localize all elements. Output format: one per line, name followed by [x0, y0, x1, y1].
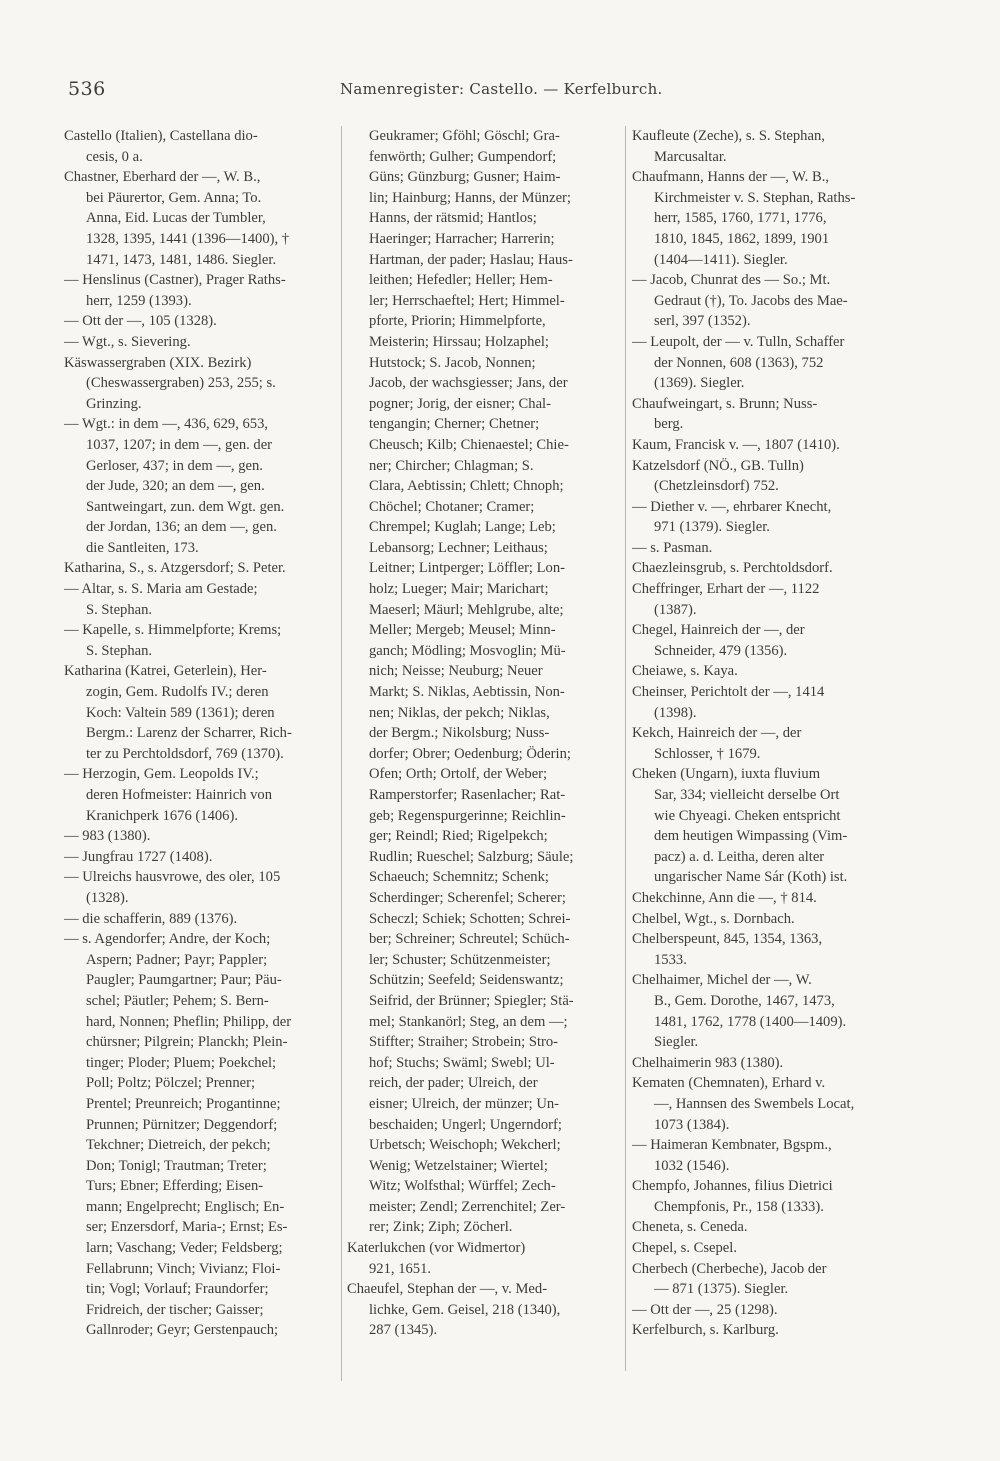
index-line: Kematen (Chemnaten), Erhard v.: [632, 1075, 826, 1092]
index-line: tengangin; Cherner; Chetner;: [369, 416, 540, 433]
index-line: Schaeuch; Schemnitz; Schenk;: [369, 869, 549, 886]
column-rule-2: [625, 126, 626, 1371]
index-line: (1369). Siegler.: [654, 375, 745, 392]
index-line: cesis, 0 a.: [86, 148, 143, 165]
index-line: Ramperstorfer; Rasenlacher; Rat-: [369, 787, 566, 803]
index-line: Chelhaimerin 983 (1380).: [632, 1054, 784, 1071]
index-line: Prunnen; Pürnitzer; Deggendorf;: [86, 1116, 278, 1133]
running-head: Namenregister: Castello. — Kerfelburch.: [340, 80, 663, 98]
index-line: Schneider, 479 (1356).: [654, 642, 788, 659]
index-line: Gallnroder; Geyr; Gerstenpauch;: [86, 1322, 279, 1339]
index-line: Leitner; Lintperger; Löffler; Lon-: [369, 560, 565, 577]
index-line: Hanns, der rätsmid; Hantlos;: [369, 210, 537, 227]
index-line: ner; Chircher; Chlagman; S.: [369, 457, 534, 474]
index-line: Cheffringer, Erhart der —, 1122: [632, 581, 820, 598]
index-line: 1533.: [654, 951, 687, 968]
index-line: Chelhaimer, Michel der —, W.: [632, 972, 812, 989]
index-line: 921, 1651.: [369, 1260, 432, 1277]
index-line: Chempfonis, Pr., 158 (1333).: [654, 1198, 824, 1215]
index-line: Rudlin; Rueschel; Salzburg; Säule;: [369, 848, 574, 865]
index-line: Lebansorg; Lechner; Leithaus;: [369, 539, 548, 556]
index-line: ter zu Perchtoldsdorf, 769 (1370).: [86, 745, 284, 762]
index-line: ler; Schuster; Schützenmeister;: [369, 951, 551, 968]
index-line: Scheczl; Schiek; Schotten; Schrei-: [369, 910, 571, 927]
index-line: — Ulreichs hausvrowe, des oler, 105: [64, 869, 281, 886]
index-line: bei Päurertor, Gem. Anna; To.: [86, 189, 262, 206]
index-line: Chaufweingart, s. Brunn; Nuss-: [632, 395, 818, 412]
index-line: Chaeufel, Stephan der —, v. Med-: [347, 1281, 548, 1298]
index-line: lichke, Gem. Geisel, 218 (1340),: [369, 1301, 561, 1318]
index-line: ungarischer Name Sár (Koth) ist.: [654, 869, 848, 886]
index-line: — Wgt.: in dem —, 436, 629, 653,: [64, 416, 269, 433]
index-line: Hartman, der pader; Haslau; Haus-: [369, 251, 573, 268]
index-column-1: [64, 126, 334, 1341]
index-line: ler; Herrschaeftel; Hert; Himmel-: [369, 292, 565, 309]
index-line: (1328).: [86, 889, 129, 906]
index-line: —, Hannsen des Swembels Locat,: [654, 1095, 855, 1112]
index-line: 971 (1379). Siegler.: [654, 519, 770, 536]
index-line: Geukramer; Gföhl; Göschl; Gra-: [369, 128, 560, 144]
index-line: herr, 1259 (1393).: [86, 292, 192, 309]
index-line: Kaum, Francisk v. —, 1807 (1410).: [632, 436, 840, 453]
index-line: Meller; Mergeb; Meusel; Minn-: [369, 622, 556, 639]
index-line: Poll; Poltz; Pölczel; Prenner;: [86, 1075, 256, 1092]
index-line: Chelbel, Wgt., s. Dornbach.: [632, 910, 795, 927]
index-line: — Haimeran Kembnater, Bgspm.,: [632, 1137, 832, 1154]
index-line: (1387).: [654, 601, 697, 618]
index-line: Chaufmann, Hanns der —, W. B.,: [632, 169, 829, 186]
index-line: reich, der pader; Ulreich, der: [369, 1075, 538, 1092]
index-line: Käswassergraben (XIX. Bezirk): [64, 354, 252, 371]
index-line: Katharina (Katrei, Geterlein), Her-: [64, 663, 267, 680]
index-line: Kekch, Hainreich der —, der: [632, 725, 802, 742]
index-line: Cheusch; Kilb; Chienaestel; Chie-: [369, 436, 569, 453]
index-line: Kranichperk 1676 (1406).: [86, 807, 238, 824]
index-line: 287 (1345).: [369, 1322, 438, 1339]
index-line: hard, Nonnen; Pheflin; Philipp, der: [86, 1013, 292, 1030]
index-line: wie Chyeagi. Cheken entspricht: [654, 807, 841, 824]
index-line: dem heutigen Wimpassing (Vim-: [654, 828, 848, 845]
index-line: Maeserl; Mäurl; Mehlgrube, alte;: [369, 601, 564, 618]
index-line: — s. Agendorfer; Andre, der Koch;: [64, 931, 271, 948]
index-line: meister; Zendl; Zerrenchitel; Zer-: [369, 1198, 566, 1215]
index-line: Haeringer; Harracher; Harrerin;: [369, 230, 555, 247]
index-line: 1073 (1384).: [654, 1116, 730, 1133]
index-line: Jacob, der wachsgiesser; Jans, der: [369, 375, 568, 392]
index-line: S. Stephan.: [86, 642, 153, 659]
index-line: Witz; Wolfsthal; Würffel; Zech-: [369, 1178, 556, 1195]
index-line: Chelberspeunt, 845, 1354, 1363,: [632, 931, 823, 948]
index-line: Paugler; Paumgartner; Paur; Päu-: [86, 972, 282, 989]
index-line: Kerfelburch, s. Karlburg.: [632, 1322, 779, 1339]
index-line: der Nonnen, 608 (1363), 752: [654, 354, 824, 371]
index-line: 1328, 1395, 1441 (1396—1400), †: [86, 230, 290, 247]
index-line: holz; Lueger; Mair; Marichart;: [369, 581, 549, 598]
index-line: Ofen; Orth; Ortolf, der Weber;: [369, 766, 548, 783]
index-line: tin; Vogl; Vorlauf; Fraundorfer;: [86, 1281, 269, 1298]
index-line: eisner; Ulreich, der münzer; Un-: [369, 1095, 560, 1112]
index-line: Chaezleinsgrub, s. Perchtoldsdorf.: [632, 560, 833, 577]
index-line: S. Stephan.: [86, 601, 153, 618]
index-line: Wenig; Wetzelstainer; Wiertel;: [369, 1157, 548, 1174]
index-line: nen; Niklas, der pekch; Niklas,: [369, 704, 550, 721]
index-line: — Henslinus (Castner), Prager Raths-: [64, 272, 286, 289]
index-line: Castello (Italien), Castellana dio-: [64, 128, 258, 144]
page-header: [68, 78, 938, 102]
index-line: Chepel, s. Csepel.: [632, 1240, 737, 1257]
index-line: der Bergm.; Nikolsburg; Nuss-: [369, 725, 550, 742]
index-line: Cheneta, s. Ceneda.: [632, 1219, 748, 1236]
index-line: berg.: [654, 416, 684, 433]
index-line: pforte, Priorin; Himmelpforte,: [369, 313, 546, 330]
index-line: Gedraut (†), To. Jacobs des Mae-: [654, 292, 848, 309]
index-line: Cheinser, Perichtolt der —, 1414: [632, 684, 825, 701]
index-line: Chempfo, Johannes, filius Dietrici: [632, 1178, 833, 1195]
index-line: Anna, Eid. Lucas der Tumbler,: [86, 210, 266, 227]
index-line: tinger; Ploder; Pluem; Poekchel;: [86, 1054, 277, 1071]
index-line: 1037, 1207; in dem —, gen. der: [86, 436, 273, 453]
index-line: Katerlukchen (vor Widmertor): [347, 1240, 526, 1257]
index-line: pogner; Jorig, der eisner; Chal-: [369, 395, 551, 412]
index-line: 1481, 1762, 1778 (1400—1409).: [654, 1013, 847, 1030]
index-line: 1032 (1546).: [654, 1157, 730, 1174]
index-line: ber; Schreiner; Schreutel; Schüch-: [369, 931, 570, 948]
index-line: Meisterin; Hirssau; Holzaphel;: [369, 333, 549, 350]
index-line: ganch; Mödling; Mosvoglin; Mü-: [369, 642, 566, 659]
index-line: die Santleiten, 173.: [86, 539, 199, 556]
index-line: — Altar, s. S. Maria am Gestade;: [64, 581, 258, 598]
index-line: Aspern; Padner; Payr; Pappler;: [86, 951, 268, 968]
index-line: Grinzing.: [86, 395, 142, 412]
index-line: — 983 (1380).: [64, 828, 151, 845]
index-line: Seifrid, der Brünner; Spiegler; Stä-: [369, 992, 574, 1009]
index-line: Katharina, S., s. Atzgersdorf; S. Peter.: [64, 560, 286, 577]
index-line: Cheiawe, s. Kaya.: [632, 663, 738, 680]
index-line: Chegel, Hainreich der —, der: [632, 622, 805, 639]
index-line: nich; Neisse; Neuburg; Neuer: [369, 663, 543, 680]
index-line: Turs; Ebner; Efferding; Eisen-: [86, 1178, 264, 1195]
index-line: 1810, 1845, 1862, 1899, 1901: [654, 230, 830, 247]
index-line: Chrempel; Kuglah; Lange; Leb;: [369, 519, 556, 536]
index-line: der Jude, 320; an dem —, gen.: [86, 478, 265, 495]
index-line: Kirchmeister v. S. Stephan, Raths-: [654, 189, 856, 206]
index-line: Bergm.: Larenz der Scharrer, Rich-: [86, 725, 292, 742]
index-line: larn; Vaschang; Veder; Feldsberg;: [86, 1240, 283, 1257]
index-line: — Diether v. —, ehrbarer Knecht,: [632, 498, 832, 515]
index-line: Hutstock; S. Jacob, Nonnen;: [369, 354, 536, 371]
index-line: Prentel; Preunreich; Progantinne;: [86, 1095, 281, 1112]
index-line: (Cheswassergraben) 253, 255; s.: [86, 375, 276, 392]
index-line: — Wgt., s. Sievering.: [64, 333, 191, 350]
index-line: 1471, 1473, 1481, 1486. Siegler.: [86, 251, 277, 268]
index-line: — 871 (1375). Siegler.: [654, 1281, 789, 1298]
index-line: Tekchner; Dietreich, der pekch;: [86, 1137, 271, 1154]
index-line: Chekchinne, Ann die —, † 814.: [632, 889, 817, 906]
index-line: Schützin; Seefeld; Seidenswantz;: [369, 972, 564, 989]
index-line: (1404—1411). Siegler.: [654, 251, 788, 268]
index-line: chürsner; Pilgrein; Planckh; Plein-: [86, 1034, 288, 1051]
index-line: fenwörth; Gulher; Gumpendorf;: [369, 148, 557, 165]
index-line: — die schafferin, 889 (1376).: [64, 910, 238, 927]
index-line: rer; Zink; Ziph; Zöcherl.: [369, 1219, 513, 1236]
index-column-2: [347, 126, 617, 1341]
index-line: Siegler.: [654, 1034, 699, 1051]
index-line: Sar, 334; vielleicht derselbe Ort: [654, 787, 840, 803]
index-line: Güns; Günzburg; Gusner; Haim-: [369, 169, 561, 186]
index-line: zogin, Gem. Rudolfs IV.; deren: [86, 684, 269, 701]
index-line: mann; Engelprecht; Englisch; En-: [86, 1198, 285, 1215]
index-line: Koch: Valtein 589 (1361); deren: [86, 704, 275, 721]
index-line: Markt; S. Niklas, Aebtissin, Non-: [369, 684, 565, 701]
index-line: schel; Päutler; Pehem; S. Bern-: [86, 992, 269, 1009]
index-line: beschaiden; Ungerl; Ungerndorf;: [369, 1116, 562, 1133]
index-line: Scherdinger; Scherenfel; Scherer;: [369, 889, 566, 906]
index-line: Santweingart, zun. dem Wgt. gen.: [86, 498, 285, 515]
index-line: Marcusaltar.: [654, 148, 727, 165]
index-line: dorfer; Obrer; Oedenburg; Öderin;: [369, 745, 571, 762]
index-line: geb; Regenspurgerinne; Reichlin-: [369, 807, 566, 824]
index-line: ser; Enzersdorf, Maria-; Ernst; Es-: [86, 1219, 288, 1236]
index-line: serl, 397 (1352).: [654, 313, 751, 330]
index-line: Urbetsch; Weischoph; Wekcherl;: [369, 1137, 561, 1154]
index-line: — s. Pasman.: [632, 539, 713, 556]
index-line: Clara, Aebtissin; Chlett; Chnoph;: [369, 478, 564, 495]
index-line: herr, 1585, 1760, 1771, 1776,: [654, 210, 827, 227]
index-line: ger; Reindl; Ried; Rigelpekch;: [369, 828, 548, 845]
index-line: — Ott der —, 105 (1328).: [64, 313, 217, 330]
index-line: Cherbech (Cherbeche), Jacob der: [632, 1260, 827, 1277]
index-line: — Herzogin, Gem. Leopolds IV.;: [64, 766, 259, 783]
index-line: lin; Hainburg; Hanns, der Münzer;: [369, 189, 571, 206]
index-line: pacz) a. d. Leitha, deren alter: [654, 848, 825, 865]
index-line: (Chetzleinsdorf) 752.: [654, 478, 779, 495]
index-line: hof; Stuchs; Swäml; Swebl; Ul-: [369, 1054, 555, 1071]
index-line: — Leupolt, der — v. Tulln, Schaffer: [632, 333, 845, 350]
index-line: Don; Tonigl; Trautman; Treter;: [86, 1157, 267, 1174]
index-line: — Ott der —, 25 (1298).: [632, 1301, 778, 1318]
index-line: — Jacob, Chunrat des — So.; Mt.: [632, 272, 831, 289]
page-number: 536: [68, 78, 106, 100]
index-line: Cheken (Ungarn), iuxta fluvium: [632, 766, 821, 783]
index-line: Fridreich, der tischer; Gaisser;: [86, 1301, 264, 1318]
index-line: — Kapelle, s. Himmelpforte; Krems;: [64, 622, 282, 639]
index-line: B., Gem. Dorothe, 1467, 1473,: [654, 992, 835, 1009]
index-column-3: [632, 126, 914, 1341]
index-line: Chastner, Eberhard der —, W. B.,: [64, 169, 261, 186]
index-line: leithen; Hefedler; Heller; Hem-: [369, 272, 553, 289]
index-line: mel; Stankanörl; Steg, an dem —;: [369, 1013, 568, 1030]
index-line: — Jungfrau 1727 (1408).: [64, 848, 213, 865]
index-line: Chöchel; Chotaner; Cramer;: [369, 498, 535, 515]
index-line: (1398).: [654, 704, 697, 721]
index-line: Katzelsdorf (NÖ., GB. Tulln): [632, 457, 804, 474]
index-line: der Jordan, 136; an dem —, gen.: [86, 519, 277, 536]
index-line: Schlosser, † 1679.: [654, 745, 761, 762]
column-rule-1: [341, 126, 342, 1381]
index-line: deren Hofmeister: Hainrich von: [86, 787, 273, 803]
index-line: Fellabrunn; Vinch; Vivianz; Floi-: [86, 1260, 281, 1277]
index-line: Gerloser, 437; in dem —, gen.: [86, 457, 263, 474]
index-line: Stiffter; Straiher; Strobein; Stro-: [369, 1034, 559, 1051]
index-line: Kaufleute (Zeche), s. S. Stephan,: [632, 128, 825, 144]
